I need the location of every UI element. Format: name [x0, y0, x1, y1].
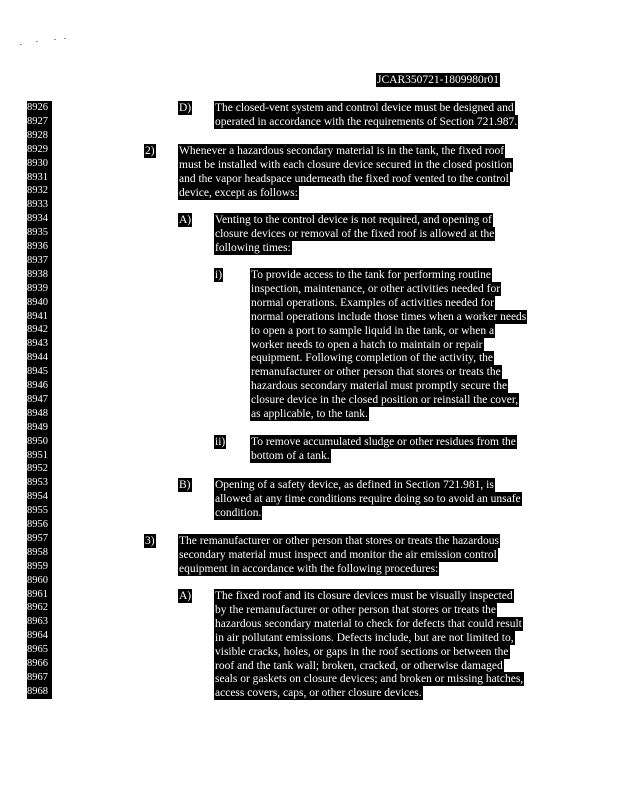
line-number: 8948 — [27, 407, 52, 421]
text-line: The remanufacturer or other person that stores or treats the hazardous — [179, 535, 499, 547]
line-number: 8946 — [27, 379, 52, 393]
scan-specks — [18, 38, 78, 50]
line-number: 8947 — [27, 393, 52, 407]
line-number: 8928 — [27, 129, 52, 143]
line-number: 8942 — [27, 323, 52, 337]
line-number: 8933 — [27, 198, 52, 212]
line-number: 8964 — [27, 629, 52, 643]
text-line: in air pollutant emissions. Defects include, but are not limited to, — [215, 631, 514, 644]
label-A2: A) — [179, 590, 192, 602]
text-line: roof and the tank wall; broken, cracked, or otherwise damaged — [215, 659, 503, 672]
text-line: allowed at any time conditions require doing so to avoid an unsafe — [215, 492, 521, 505]
line-number: 8934 — [27, 212, 52, 226]
line-number: 8935 — [27, 226, 52, 240]
line-number: 8937 — [27, 254, 52, 268]
text-line: worker needs to open a hatch to maintain or repair — [251, 338, 483, 351]
text-line: as applicable, to the tank. — [251, 408, 368, 420]
line-number: 8953 — [27, 476, 52, 490]
document-id: JCAR350721-1809980r01 — [377, 74, 500, 86]
line-number: 8959 — [27, 560, 52, 574]
text-line: to open a port to sample liquid in the tank, or when a — [251, 324, 495, 337]
line-number: 8945 — [27, 365, 52, 379]
line-number: 8951 — [27, 449, 52, 463]
text-line: hazardous secondary material to check for defects that could result — [215, 617, 522, 630]
line-number: 8960 — [27, 574, 52, 588]
line-number: 8944 — [27, 351, 52, 365]
text-line: visible cracks, holes, or gaps in the roof sections or between the — [215, 645, 509, 658]
label-D: D) — [179, 102, 192, 114]
text-line: device, except as follows: — [179, 186, 298, 199]
line-number: 8949 — [27, 421, 52, 435]
text-line: seals or gaskets on closure devices; and broken or missing hatches, — [215, 673, 524, 686]
text-line: Opening of a safety device, as defined in Section 721.981, is — [215, 479, 494, 491]
speck — [20, 44, 22, 45]
text-line: normal operations include those times when a worker needs — [251, 310, 527, 323]
line-number: 8966 — [27, 657, 52, 671]
text-line: must be installed with each closure device secured in the closed position — [179, 158, 513, 171]
text-line: To remove accumulated sludge or other residues from the — [251, 436, 516, 448]
line-number: 8930 — [27, 157, 52, 171]
speck — [64, 38, 66, 39]
line-number: 8943 — [27, 337, 52, 351]
line-number: 8938 — [27, 268, 52, 282]
label-ii: ii) — [215, 436, 226, 448]
line-number: 8956 — [27, 518, 52, 532]
text-line: and the vapor headspace underneath the fixed roof vented to the control — [179, 172, 509, 185]
label-3: 3) — [145, 535, 155, 547]
text-line: hazardous secondary material must promptly secure the — [251, 380, 508, 393]
text-line: normal operations. Examples of activities needed for — [251, 296, 495, 309]
line-number: 8968 — [27, 685, 52, 699]
label-B: B) — [179, 479, 191, 491]
line-number: 8955 — [27, 504, 52, 518]
text-line: by the remanufacturer or other person that stores or treats the — [215, 603, 497, 616]
text-line: equipment in accordance with the following procedures: — [179, 562, 439, 575]
line-number: 8929 — [27, 143, 52, 157]
line-number: 8967 — [27, 671, 52, 685]
line-number: 8926 — [27, 101, 52, 115]
line-number: 8965 — [27, 643, 52, 657]
label-2: 2) — [145, 145, 155, 157]
text-line: Venting to the control device is not required, and opening of — [215, 214, 492, 226]
line-number: 8927 — [27, 115, 52, 129]
line-number: 8950 — [27, 435, 52, 449]
line-number: 8939 — [27, 282, 52, 296]
line-number: 8961 — [27, 588, 52, 602]
label-i: i) — [215, 269, 223, 281]
text-line: following times: — [215, 241, 291, 254]
text-line: To provide access to the tank for performing routine — [251, 269, 491, 281]
line-number: 8936 — [27, 240, 52, 254]
line-number: 8958 — [27, 546, 52, 560]
line-number: 8940 — [27, 296, 52, 310]
text-line: remanufacturer or other person that stores or treats the — [251, 366, 501, 379]
text-line: condition. — [215, 506, 262, 519]
text-line: The closed-vent system and control device must be designed and — [215, 102, 514, 114]
text-line: closure devices or removal of the fixed roof is allowed at the — [215, 227, 495, 240]
line-number: 8941 — [27, 310, 52, 324]
line-number: 8931 — [27, 171, 52, 185]
text-line: inspection, maintenance, or other activities needed for — [251, 282, 501, 295]
text-line: equipment. Following completion of the activity, the — [251, 352, 493, 365]
speck — [54, 39, 56, 40]
line-number: 8952 — [27, 462, 52, 476]
line-number: 8954 — [27, 490, 52, 504]
text-line: closure device in the closed position or reinstall the cover, — [251, 394, 519, 407]
text-line: access covers, caps, or other closure devices. — [215, 687, 422, 700]
text-line: Whenever a hazardous secondary material is in the tank, the fixed roof — [179, 145, 505, 157]
text-line: The fixed roof and its closure devices must be visually inspected — [215, 590, 513, 602]
text-line: secondary material must inspect and monitor the air emission control — [179, 548, 497, 561]
speck — [36, 41, 38, 42]
label-A1: A) — [179, 214, 192, 226]
line-number: 8962 — [27, 601, 52, 615]
text-line: bottom of a tank. — [251, 449, 330, 462]
line-number: 8963 — [27, 615, 52, 629]
line-number: 8957 — [27, 532, 52, 546]
line-number: 8932 — [27, 184, 52, 198]
text-line: operated in accordance with the requirements of Section 721.987. — [215, 115, 518, 128]
